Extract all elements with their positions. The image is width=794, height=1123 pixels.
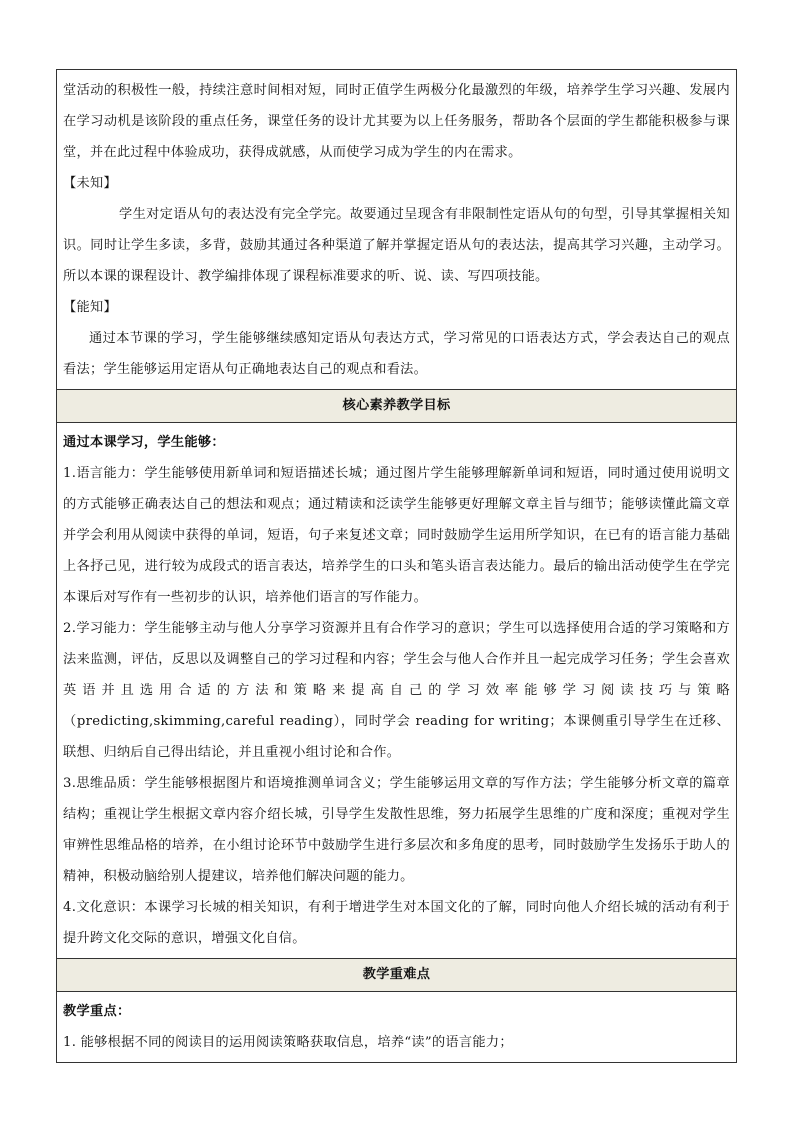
key-points-row (57, 992, 737, 1063)
document-page (56, 69, 737, 1063)
goal-item: 3.思维品质：学生能够根据图片和语境推测单词含义；学生能够运用文章的写作方法；学生能够分析文章的篇章结构；重视让学生根据文章内容介绍长城，引导学生发散性思维，努力拓展学生思维的广度和深度；重视对学生审辨性思维品格的培养，在小组讨论环节中鼓励学生进行多层次和多角度的思考，同时鼓励学生发扬乐于助人的精神，积极动脑给别人提建议，培养他们解决问题的能力。 (63, 776, 730, 884)
key-points-header-row (57, 959, 737, 992)
focus-item: 1. 能够根据不同的阅读目的运用阅读策略获取信息，培养“读”的语言能力； (63, 1035, 513, 1050)
core-goals-header-row (57, 390, 737, 423)
core-goals-header: 核心素养教学目标 (57, 390, 737, 423)
core-goals-lead: 通过本课学习，学生能够： (63, 435, 225, 450)
lesson-plan-table (56, 69, 737, 1063)
able-heading: 【能知】 (63, 300, 117, 315)
key-points-cell (57, 992, 737, 1063)
goal-item: 2.学习能力：学生能够主动与他人分享学习资源并且有合作学习的意识；学生可以选择使用合适的学习策略和方法来监测，评估，反思以及调整自己的学习过程和内容；学生会与他人合作并且一起完成学习任务；学生会喜欢英语并且选用合适的方法和策略来提高自己的学习效率能够学习阅读技巧与策略（predicting,skimming,careful reading），同时学会 reading for writing；本课侧重引导学生在迁移、联想、归纳后自己得出结论，并且重视小组讨论和合作。 (63, 621, 730, 760)
unknown-paragraph: 学生对定语从句的表达没有完全学完。故要通过呈现含有非限制性定语从句的句型，引导其掌握相关知识。同时让学生多读，多背，鼓励其通过各种渠道了解并掌握定语从句的表达法，提高其学习兴趣，主动学习。所以本课的课程设计、教学编排体现了课程标准要求的听、说、读、写四项技能。 (63, 207, 730, 284)
focus-heading: 教学重点： (63, 1004, 131, 1019)
key-points-header: 教学重难点 (57, 959, 737, 992)
learner-analysis-row (57, 70, 737, 390)
goal-item: 1.语言能力：学生能够使用新单词和短语描述长城；通过图片学生能够理解新单词和短语，同时通过使用说明文的方式能够正确表达自己的想法和观点；通过精读和泛读学生能够更好理解文章主旨与细节；能够读懂此篇文章并学会利用从阅读中获得的单词，短语，句子来复述文章；同时鼓励学生运用所学知识，在已有的语言能力基础上各抒己见，进行较为成段式的语言表达，培养学生的口头和笔头语言表达能力。最后的输出活动使学生在学完本课后对写作有一些初步的认识，培养他们语言的写作能力。 (63, 466, 730, 605)
goal-item: 4.文化意识：本课学习长城的相关知识，有利于增进学生对本国文化的了解，同时向他人介绍长城的活动有利于提升跨文化交际的意识，增强文化自信。 (63, 900, 730, 946)
unknown-heading: 【未知】 (63, 176, 117, 191)
intro-paragraph: 堂活动的积极性一般，持续注意时间相对短，同时正值学生两极分化最激烈的年级，培养学生学习兴趣、发展内在学习动机是该阶段的重点任务，课堂任务的设计尤其要为以上任务服务，帮助各个层面的学生都能积极参与课堂，并在此过程中体验成功，获得成就感，从而使学习成为学生的内在需求。 (63, 83, 730, 160)
learner-analysis-cell (57, 70, 737, 390)
core-goals-cell (57, 423, 737, 959)
able-paragraph: 通过本节课的学习，学生能够继续感知定语从句表达方式，学习常见的口语表达方式，学会表达自己的观点看法；学生能够运用定语从句正确地表达自己的观点和看法。 (63, 331, 730, 377)
core-goals-row (57, 423, 737, 959)
